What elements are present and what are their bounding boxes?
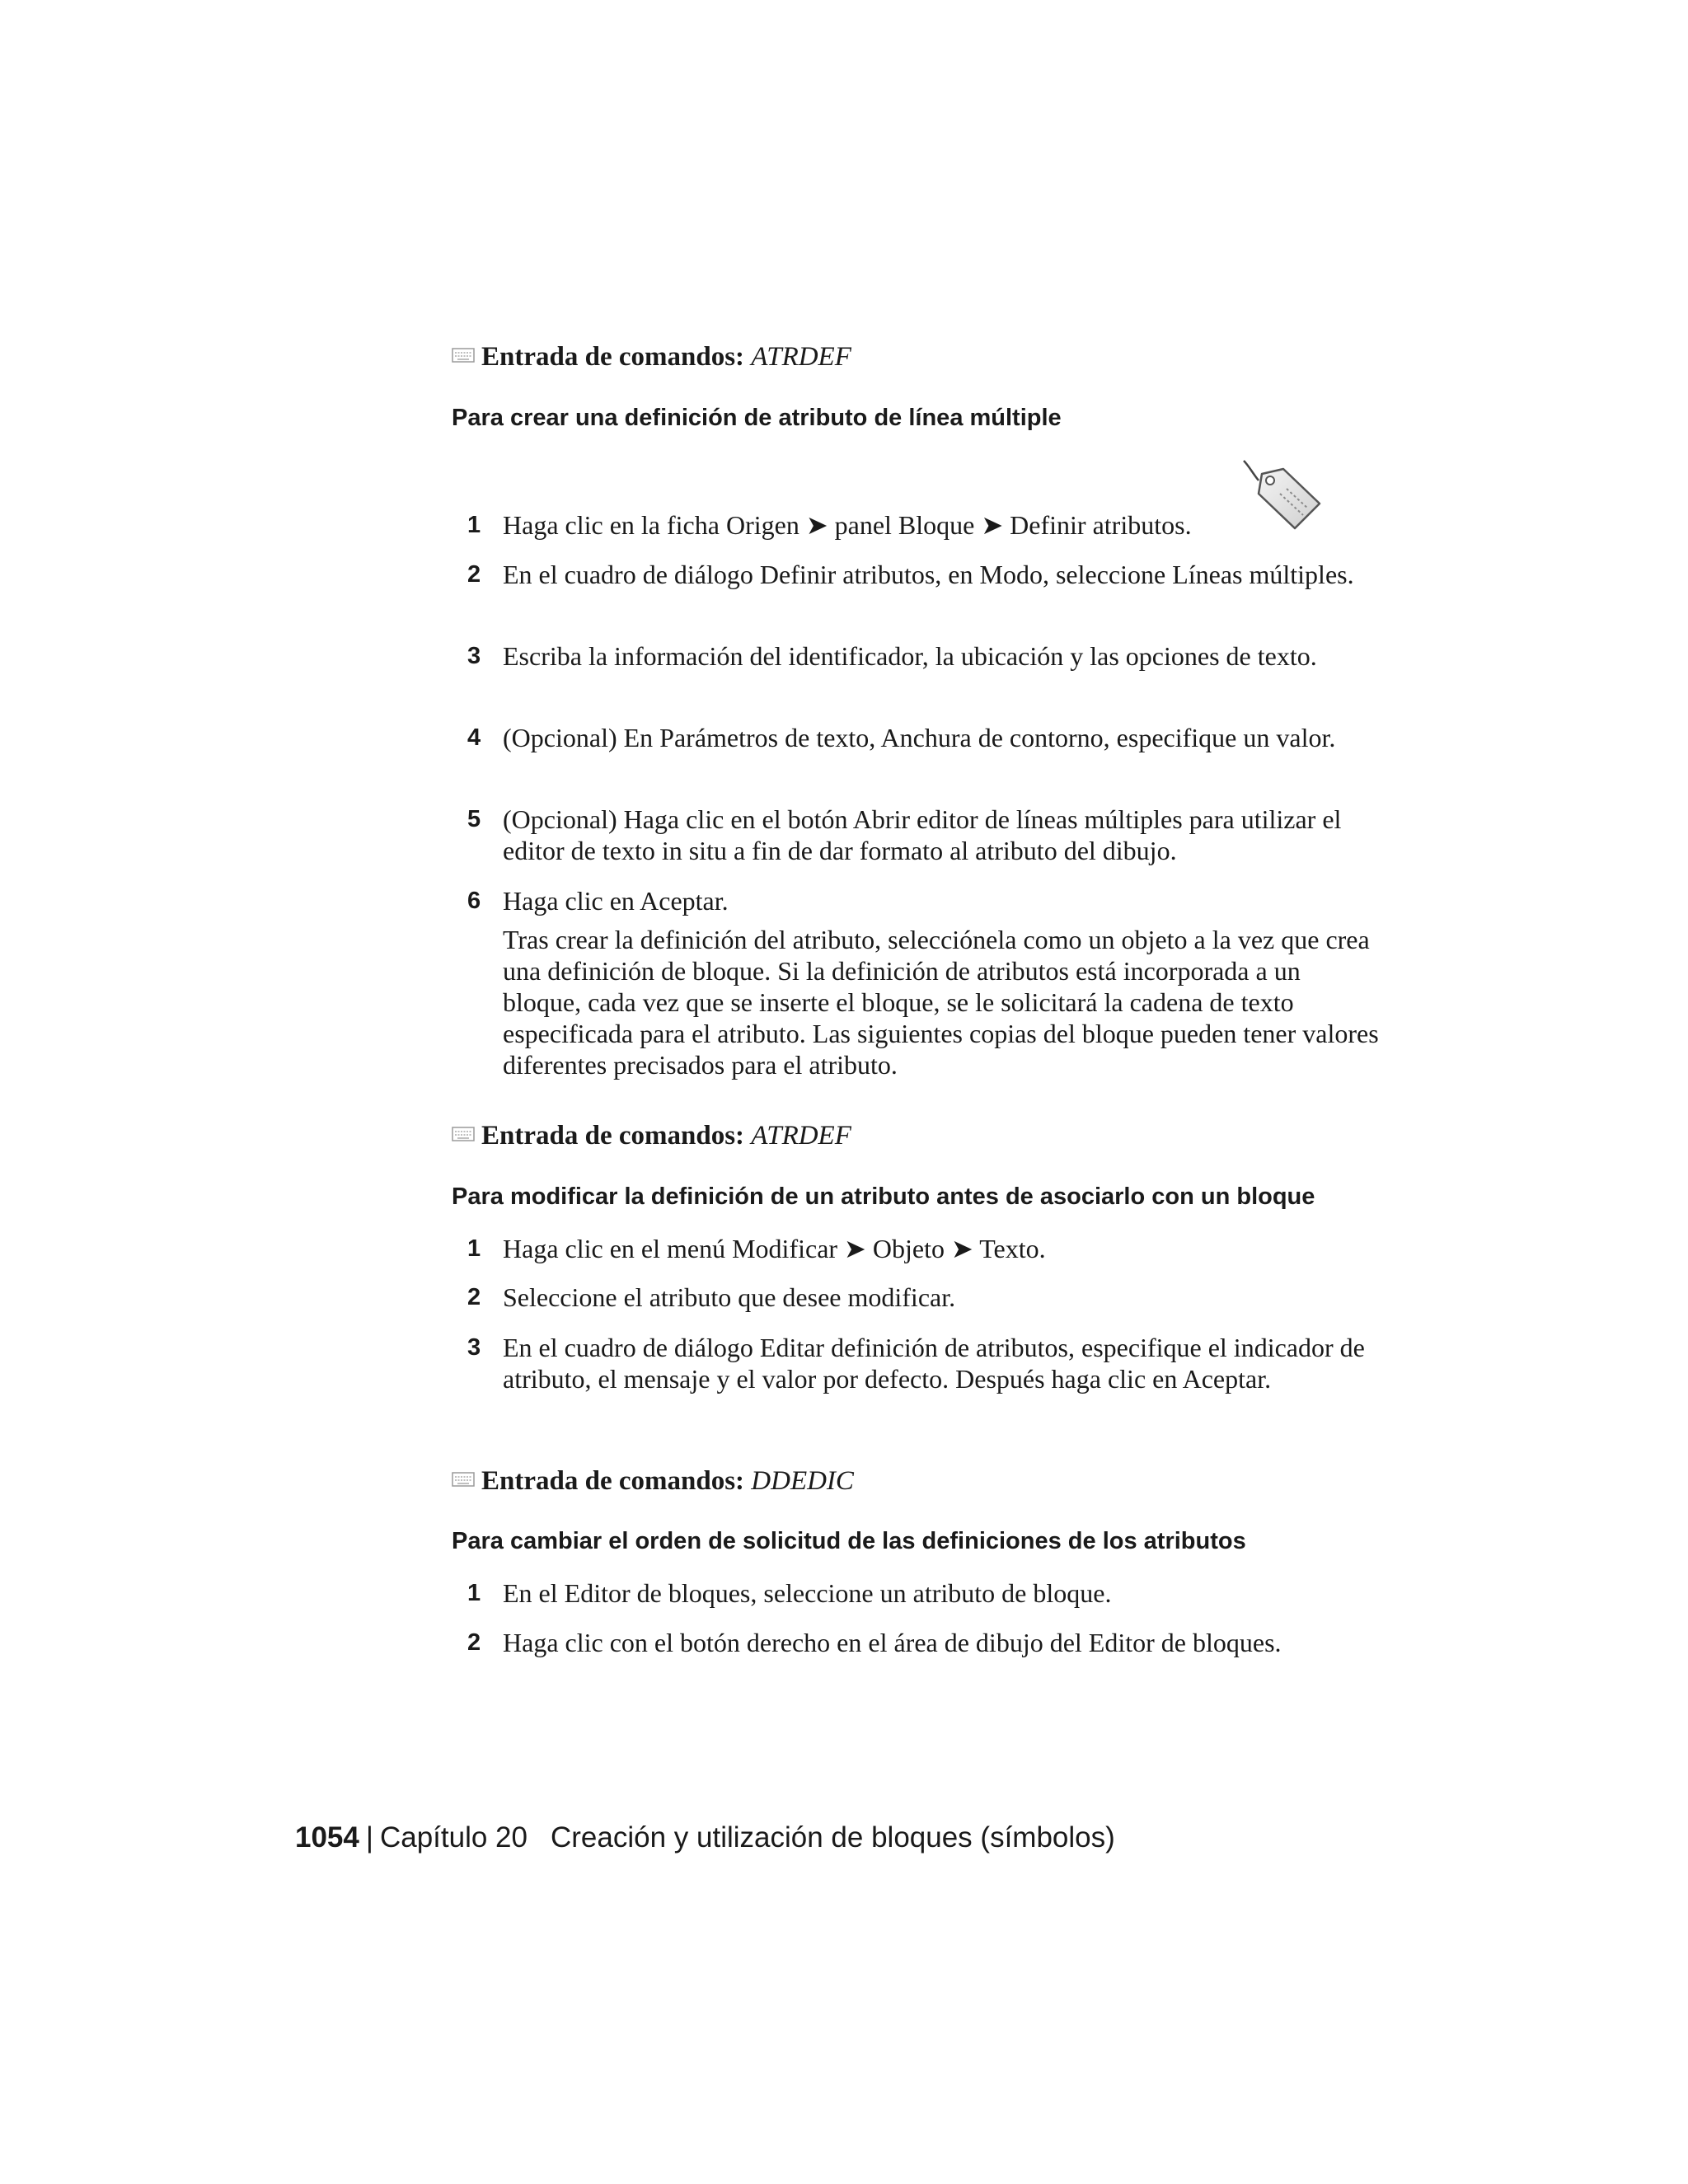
step-number: 3 — [467, 1334, 481, 1361]
step-note: Tras crear la definición del atributo, selecciónela como un objeto a la vez que crea una definición de bloque. Si la definición de atributos está incorporada a un bloque, cada vez que se inserte el bloque, se le solicitará la cadena de texto especificada para el atributo. Las siguientes copias del bloque pueden tener valores diferentes precisados para el atributo. — [503, 925, 1379, 1080]
step-text: (Opcional) Haga clic en el botón Abrir editor de líneas múltiples para utilizar el editor de texto in situ a fin de dar formato al atributo del dibujo. — [503, 804, 1342, 865]
step-text: Escriba la información del identificador, la ubicación y las opciones de texto. — [503, 641, 1317, 671]
command-entry-value: ATRDEF — [751, 1121, 851, 1151]
step-item — [467, 1282, 1382, 1313]
command-entry-label: Entrada de comandos: — [481, 1121, 745, 1151]
step-text: En el cuadro de diálogo Definir atributos, en Modo, seleccione Líneas múltiples. — [503, 560, 1354, 589]
step-text: En el cuadro de diálogo Editar definición de atributos, especifique el indicador de atributo, el mensaje y el valor por defecto. Después haga clic en Aceptar. — [503, 1333, 1365, 1394]
step-number: 2 — [467, 561, 481, 588]
step-text: Seleccione el atributo que desee modificar. — [503, 1282, 956, 1312]
command-entry — [452, 340, 851, 373]
step-text: Haga clic en la ficha Origen ➤ panel Bloque ➤ Definir atributos. — [503, 510, 1192, 540]
step-item — [467, 1577, 1382, 1609]
procedure-heading: Para cambiar el orden de solicitud de las definiciones de los atributos — [452, 1528, 1246, 1554]
chapter-label: Capítulo 20 — [379, 1821, 528, 1854]
step-text: Haga clic en el menú Modificar ➤ Objeto ➤ Texto. — [503, 1234, 1046, 1263]
step-text: Haga clic con el botón derecho en el área de dibujo del Editor de bloques. — [503, 1628, 1282, 1657]
command-entry — [452, 1119, 851, 1152]
step-item — [467, 640, 1382, 703]
footer-separator: | — [365, 1821, 373, 1854]
command-entry — [452, 1465, 854, 1497]
command-entry-label: Entrada de comandos: — [481, 342, 745, 372]
command-entry-value: DDEDIC — [751, 1466, 854, 1496]
step-number: 2 — [467, 1284, 481, 1310]
keyboard-icon — [452, 347, 475, 363]
step-item — [467, 722, 1382, 785]
step-number: 3 — [467, 643, 481, 669]
procedure-heading: Para modificar la definición de un atributo antes de asociarlo con un bloque — [452, 1183, 1315, 1210]
step-number: 1 — [467, 1235, 481, 1262]
step-text: Haga clic en Aceptar. — [503, 886, 729, 916]
step-item — [467, 804, 1382, 866]
step-item — [467, 1332, 1382, 1426]
command-entry-value: ATRDEF — [751, 342, 851, 372]
step-text: (Opcional) En Parámetros de texto, Anchura de contorno, especifique un valor. — [503, 723, 1336, 752]
step-item — [467, 559, 1382, 621]
command-entry-label: Entrada de comandos: — [481, 1466, 745, 1496]
page-footer — [295, 1821, 1115, 1855]
step-item — [467, 885, 1382, 916]
step-number: 1 — [467, 1580, 481, 1606]
procedure-heading: Para crear una definición de atributo de línea múltiple — [452, 405, 1062, 431]
step-item — [467, 1233, 1382, 1264]
step-number: 6 — [467, 888, 481, 914]
chapter-title: Creación y utilización de bloques (símbolos) — [551, 1821, 1115, 1854]
step-item — [467, 1627, 1382, 1658]
step-item — [467, 509, 1382, 541]
keyboard-icon — [452, 1126, 475, 1142]
step-number: 5 — [467, 806, 481, 832]
step-number: 1 — [467, 512, 481, 538]
keyboard-icon — [452, 1471, 475, 1488]
page-number: 1054 — [295, 1821, 359, 1854]
step-number: 2 — [467, 1629, 481, 1656]
step-text: En el Editor de bloques, seleccione un atributo de bloque. — [503, 1578, 1112, 1608]
step-number: 4 — [467, 724, 481, 751]
